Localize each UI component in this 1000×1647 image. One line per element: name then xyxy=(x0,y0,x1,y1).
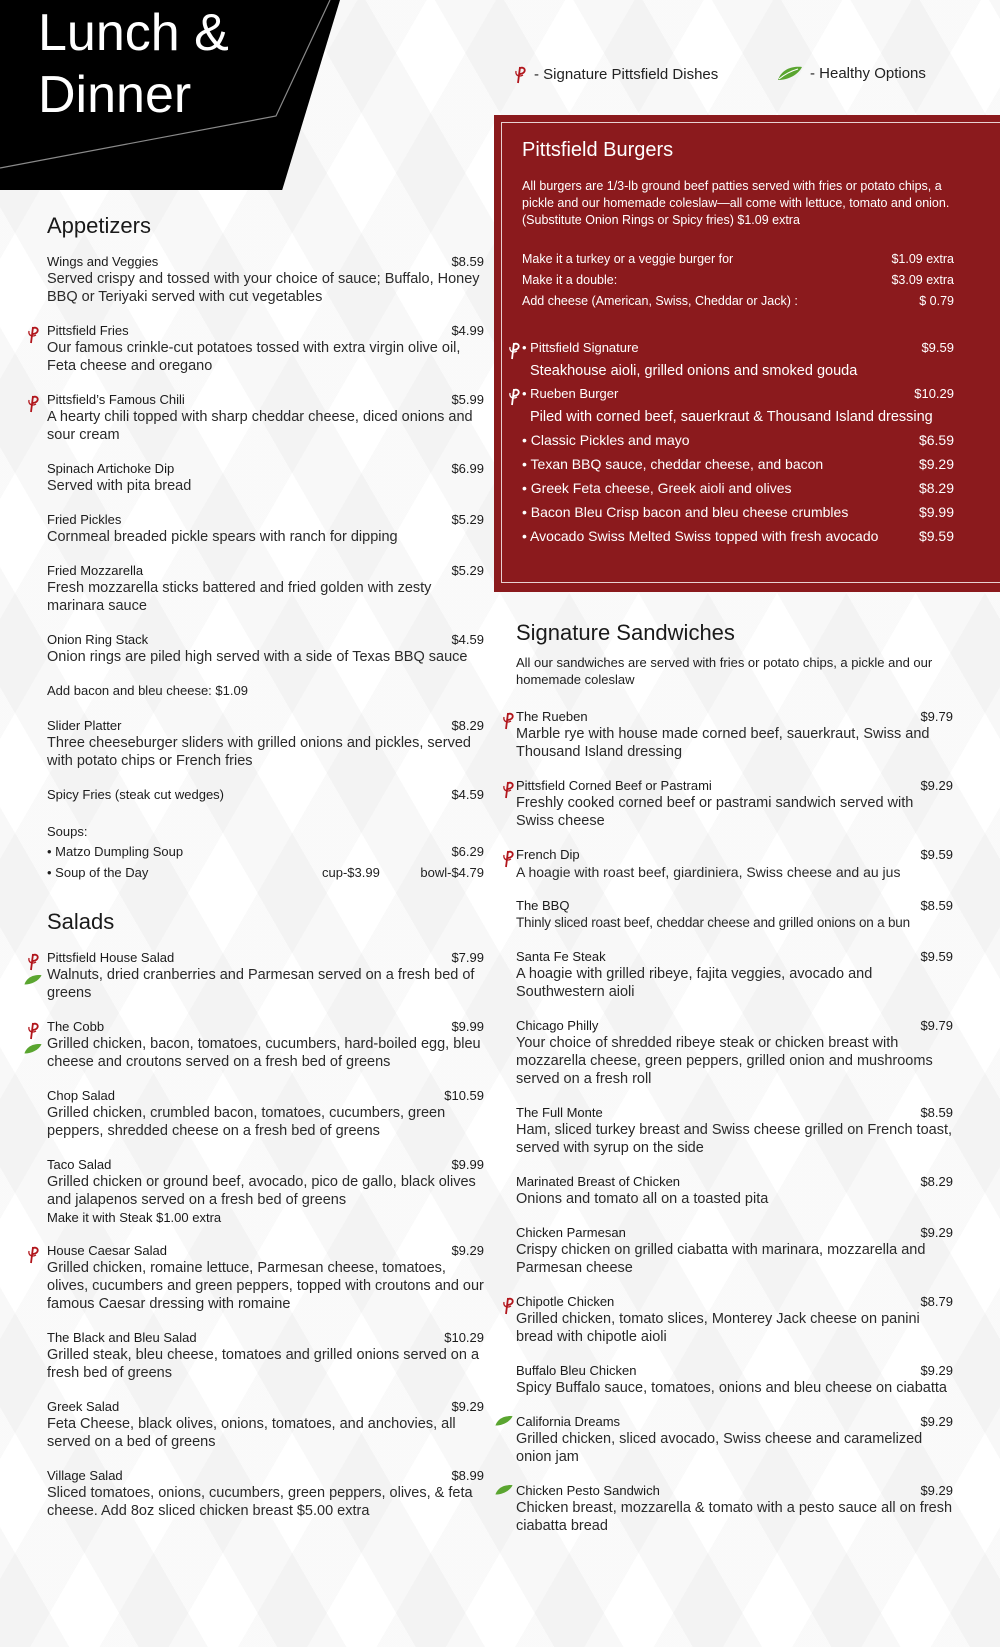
item-description: Sliced tomatoes, onions, cucumbers, green peppers, olives, & feta cheese. Add 8oz sliced chicken breast $5.00 extra xyxy=(47,1485,473,1519)
signature-p-icon xyxy=(27,1020,41,1040)
item-name: Spicy Fries (steak cut wedges) xyxy=(47,787,225,802)
item-name: Pittsfield Corned Beef or Pastrami xyxy=(516,778,712,793)
burger-description: Steakhouse aioli, grilled onions and smoked gouda xyxy=(530,363,858,379)
burger-bullet-price: $6.59 xyxy=(918,432,954,448)
item-name: The Cobb xyxy=(47,1019,105,1034)
item-price: $7.99 xyxy=(451,950,484,965)
right-column xyxy=(516,620,953,1551)
item-price: $9.29 xyxy=(920,1414,953,1429)
menu-item xyxy=(516,1413,953,1466)
menu-item xyxy=(516,708,953,761)
item-price: $8.59 xyxy=(920,1105,953,1120)
burger-bullet xyxy=(522,524,954,548)
item-name: The BBQ xyxy=(516,898,570,913)
signature-p-icon xyxy=(27,324,41,344)
item-description: A hoagie with roast beef, giardiniera, Swiss cheese and au jus xyxy=(516,864,901,880)
burger-bullet xyxy=(522,452,954,476)
burger-bullet-text: • Classic Pickles and mayo xyxy=(522,432,690,448)
item-description: Chicken breast, mozzarella & tomato with a pesto sauce all on fresh ciabatta bread xyxy=(516,1500,953,1534)
item-price: $4.59 xyxy=(451,787,484,802)
menu-item xyxy=(47,322,484,375)
item-description: Served with pita bread xyxy=(47,478,192,494)
item-name: The Full Monte xyxy=(516,1105,603,1120)
burger-price: $9.59 xyxy=(921,340,954,355)
burger-bullet xyxy=(522,428,954,452)
item-description: Grilled chicken, crumbled bacon, tomatoes, cucumbers, green peppers, shredded cheese on a fresh bed of greens xyxy=(47,1105,446,1139)
item-name: Chipotle Chicken xyxy=(516,1294,615,1309)
item-price: $8.79 xyxy=(920,1294,953,1309)
item-name: Spinach Artichoke Dip xyxy=(47,461,175,476)
item-name: Buffalo Bleu Chicken xyxy=(516,1363,637,1378)
menu-item xyxy=(47,391,484,444)
burgers-heading: Pittsfield Burgers xyxy=(522,139,674,161)
burger-name: • Rueben Burger xyxy=(522,386,619,401)
item-description: Onion rings are piled high served with a side of Texas BBQ sauce xyxy=(47,649,468,665)
item-price: $8.29 xyxy=(920,1174,953,1189)
item-name: California Dreams xyxy=(516,1414,621,1429)
item-description: Ham, sliced turkey breast and Swiss cheese grilled on French toast, served with syrup on the side xyxy=(516,1122,953,1156)
item-description: Thinly sliced roast beef, cheddar cheese and grilled onions on a bun xyxy=(516,915,910,930)
item-description: Grilled chicken or ground beef, avocado, pico de gallo, black olives and jalapenos served on a fresh bed of greens xyxy=(47,1174,476,1208)
item-name: Village Salad xyxy=(47,1468,123,1483)
item-price: $5.29 xyxy=(451,563,484,578)
leaf-icon xyxy=(494,1483,514,1496)
menu-item xyxy=(516,1224,953,1277)
burger-options xyxy=(522,249,954,312)
burger-item xyxy=(522,382,954,428)
item-extra: Make it with Steak $1.00 extra xyxy=(47,1210,222,1225)
item-price: $9.79 xyxy=(920,709,953,724)
soup-name: • Soup of the Day xyxy=(47,865,149,880)
item-description: Your choice of shredded ribeye steak or chicken breast with mozzarella cheese, green peppers, grilled onion and mushrooms served on a fresh roll xyxy=(516,1035,933,1087)
option-label: Add cheese (American, Swiss, Cheddar or Jack) : xyxy=(522,294,798,308)
menu-item xyxy=(47,786,484,803)
item-description: Three cheeseburger sliders with grilled onions and pickles, served with potato chips or French fries xyxy=(47,735,471,769)
signature-p-icon xyxy=(502,779,516,799)
item-name: Pittsfield Fries xyxy=(47,323,129,338)
item-name: Chicken Parmesan xyxy=(516,1225,626,1240)
item-name: The Rueben xyxy=(516,709,588,724)
item-price: $9.79 xyxy=(920,1018,953,1033)
page-title: Lunch & Dinner xyxy=(38,4,229,124)
menu-item xyxy=(47,1242,484,1313)
menu-item xyxy=(516,948,953,1001)
item-name: Fried Mozzarella xyxy=(47,563,144,578)
item-description: Grilled chicken, romaine lettuce, Parmesan cheese, tomatoes, olives, cucumbers and green peppers, topped with croutons and our famous Caesar dressing with romaine xyxy=(47,1260,484,1312)
sandwiches-heading: Signature Sandwiches xyxy=(516,620,735,645)
item-name: House Caesar Salad xyxy=(47,1243,167,1258)
menu-item xyxy=(516,777,953,830)
burgers-intro: All burgers are 1/3-lb ground beef patties served with fries or potato chips, a pickle and our homemade coleslaw—all come with lettuce, tomato and onion. (Substitute Onion Rings or Spicy fries) $1.09 extra xyxy=(522,179,950,227)
burger-bullet-price: $8.29 xyxy=(918,480,954,496)
item-price: $8.29 xyxy=(451,718,484,733)
item-name: Marinated Breast of Chicken xyxy=(516,1174,681,1189)
menu-item xyxy=(47,1018,484,1071)
item-description: Feta Cheese, black olives, onions, tomatoes, and anchovies, all served on a bed of greens xyxy=(47,1416,456,1450)
burger-price: $10.29 xyxy=(914,386,954,401)
soup-row xyxy=(47,862,484,883)
burger-bullet-text: • Bacon Bleu Crisp bacon and bleu cheese crumbles xyxy=(522,504,849,520)
soup-row xyxy=(47,841,484,862)
soup-price: $6.29 xyxy=(451,844,484,859)
menu-item xyxy=(516,1173,953,1208)
leaf-icon xyxy=(23,1042,43,1055)
menu-item xyxy=(516,1017,953,1088)
menu-item xyxy=(516,1362,953,1397)
item-price: $9.29 xyxy=(451,1243,484,1258)
burger-bullet-text: • Greek Feta cheese, Greek aioli and olives xyxy=(522,480,792,496)
signature-p-icon xyxy=(514,64,528,84)
soup-name: • Matzo Dumpling Soup xyxy=(47,844,184,859)
item-price: $9.99 xyxy=(451,1019,484,1034)
soups-heading: Soups: xyxy=(47,824,88,839)
item-price: $9.29 xyxy=(920,778,953,793)
soup-price: bowl-$4.79 xyxy=(420,865,484,880)
menu-item xyxy=(47,717,484,770)
menu-item xyxy=(47,1467,484,1520)
item-name: Slider Platter xyxy=(47,718,122,733)
burger-option xyxy=(522,270,954,291)
burger-description: Piled with corned beef, sauerkraut & Thousand Island dressing xyxy=(530,409,933,425)
signature-p-icon xyxy=(27,1244,41,1264)
menu-item xyxy=(516,846,953,881)
item-name: Santa Fe Steak xyxy=(516,949,606,964)
menu-item xyxy=(47,511,484,546)
option-price: $ 0.79 xyxy=(919,294,954,308)
leaf-icon xyxy=(23,973,43,986)
sandwiches-intro: All our sandwiches are served with fries or potato chips, a pickle and our homemade coleslaw xyxy=(516,655,933,687)
legend-healthy-label: - Healthy Options xyxy=(810,64,926,82)
burger-bullet xyxy=(522,476,954,500)
item-price: $9.59 xyxy=(920,847,953,862)
item-price: $9.59 xyxy=(920,949,953,964)
item-price: $8.59 xyxy=(451,254,484,269)
item-description: Cornmeal breaded pickle spears with ranch for dipping xyxy=(47,529,398,545)
leaf-icon xyxy=(776,64,804,82)
burger-name: • Pittsfield Signature xyxy=(522,340,639,355)
leaf-icon xyxy=(494,1414,514,1427)
burger-bullet-text: • Avocado Swiss Melted Swiss topped with fresh avocado xyxy=(522,528,879,544)
item-description: Spicy Buffalo sauce, tomatoes, onions and bleu cheese on ciabatta xyxy=(516,1380,947,1396)
menu-item xyxy=(516,1104,953,1157)
item-description: Marble rye with house made corned beef, sauerkraut, Swiss and Thousand Island dressing xyxy=(516,726,930,760)
burgers-panel xyxy=(494,115,1000,592)
menu-item xyxy=(516,1293,953,1346)
item-name: French Dip xyxy=(516,847,580,862)
signature-p-icon xyxy=(508,386,522,406)
item-description: Walnuts, dried cranberries and Parmesan served on a fresh bed of greens xyxy=(47,967,475,1001)
burger-option xyxy=(522,291,954,312)
option-label: Make it a turkey or a veggie burger for xyxy=(522,252,734,266)
menu-item xyxy=(47,460,484,495)
item-price: $6.99 xyxy=(451,461,484,476)
item-name: Pittsfield House Salad xyxy=(47,950,175,965)
burger-bullet-price: $9.99 xyxy=(918,504,954,520)
item-name: Chicago Philly xyxy=(516,1018,599,1033)
signature-p-icon xyxy=(27,393,41,413)
item-price: $5.99 xyxy=(451,392,484,407)
soups-block xyxy=(47,823,484,883)
salads-heading: Salads xyxy=(47,909,115,934)
menu-item xyxy=(516,897,953,932)
item-description: Grilled chicken, bacon, tomatoes, cucumbers, hard-boiled egg, bleu cheese and croutons served on a fresh bed of greens xyxy=(47,1036,481,1070)
item-price: $9.29 xyxy=(451,1399,484,1414)
burger-bullet-price: $9.59 xyxy=(918,528,954,544)
soup-cup-price xyxy=(322,841,400,862)
item-price: $9.29 xyxy=(920,1225,953,1240)
legend-signature xyxy=(514,64,718,84)
item-price: $8.99 xyxy=(451,1468,484,1483)
menu-item xyxy=(47,1087,484,1140)
item-name: Taco Salad xyxy=(47,1157,112,1172)
burgers-panel-border xyxy=(501,122,1000,583)
burger-item xyxy=(522,336,954,382)
item-name: The Black and Bleu Salad xyxy=(47,1330,197,1345)
signature-p-icon xyxy=(502,710,516,730)
item-description: Fresh mozzarella sticks battered and fried golden with zesty marinara sauce xyxy=(47,580,432,614)
item-name: Onion Ring Stack xyxy=(47,632,149,647)
item-description: Onions and tomato all on a toasted pita xyxy=(516,1191,769,1207)
item-name: Chicken Pesto Sandwich xyxy=(516,1483,660,1498)
burger-bullet xyxy=(522,500,954,524)
menu-item xyxy=(47,1398,484,1451)
menu-item xyxy=(47,1329,484,1382)
option-price: $1.09 extra xyxy=(891,252,954,266)
burger-bullet-text: • Texan BBQ sauce, cheddar cheese, and bacon xyxy=(522,456,824,472)
item-description: Grilled steak, bleu cheese, tomatoes and grilled onions served on a fresh bed of greens xyxy=(47,1347,480,1381)
item-name: Chop Salad xyxy=(47,1088,115,1103)
item-price: $4.59 xyxy=(451,632,484,647)
soup-cup-price: cup-$3.99 xyxy=(322,865,380,880)
item-price: $9.99 xyxy=(451,1157,484,1172)
item-description: Served crispy and tossed with your choice of sauce; Buffalo, Honey BBQ or Teriyaki served with cut vegetables xyxy=(47,271,480,305)
item-description: Freshly cooked corned beef or pastrami sandwich served with Swiss cheese xyxy=(516,795,914,829)
item-description: Crispy chicken on grilled ciabatta with marinara, mozzarella and Parmesan cheese xyxy=(516,1242,926,1276)
item-description: Our famous crinkle-cut potatoes tossed with extra virgin olive oil, Feta cheese and oregano xyxy=(47,340,461,374)
item-name: Greek Salad xyxy=(47,1399,120,1414)
signature-p-icon xyxy=(508,340,522,360)
item-description: A hearty chili topped with sharp cheddar cheese, diced onions and sour cream xyxy=(47,409,473,443)
appetizers-heading: Appetizers xyxy=(47,213,151,238)
signature-p-icon xyxy=(502,848,516,868)
menu-item xyxy=(516,1482,953,1535)
item-price: $10.59 xyxy=(444,1088,484,1103)
signature-p-icon xyxy=(502,1295,516,1315)
item-name: Wings and Veggies xyxy=(47,254,159,269)
item-price: $4.99 xyxy=(451,323,484,338)
item-price: $9.29 xyxy=(920,1363,953,1378)
item-price: $5.29 xyxy=(451,512,484,527)
item-description: Grilled chicken, sliced avocado, Swiss cheese and caramelized onion jam xyxy=(516,1431,923,1465)
legend-signature-label: - Signature Pittsfield Dishes xyxy=(534,65,719,83)
item-price: $8.59 xyxy=(920,898,953,913)
item-name: Fried Pickles xyxy=(47,512,122,527)
item-description: Grilled chicken, tomato slices, Monterey Jack cheese on panini bread with chipotle aioli xyxy=(516,1311,920,1345)
legend-healthy xyxy=(776,64,926,82)
option-price: $3.09 extra xyxy=(891,273,954,287)
item-price: $10.29 xyxy=(444,1330,484,1345)
menu-item xyxy=(47,562,484,615)
menu-item xyxy=(47,1156,484,1226)
signature-p-icon xyxy=(27,951,41,971)
item-price: $9.29 xyxy=(920,1483,953,1498)
item-description: A hoagie with grilled ribeye, fajita veggies, avocado and Southwestern aioli xyxy=(516,966,873,1000)
burger-option xyxy=(522,249,954,270)
appetizer-addon: Add bacon and bleu cheese: $1.09 xyxy=(47,683,248,698)
option-label: Make it a double: xyxy=(522,273,618,287)
menu-item xyxy=(47,253,484,306)
left-column xyxy=(47,213,484,1536)
menu-item xyxy=(47,631,484,666)
burger-bullet-price: $9.29 xyxy=(918,456,954,472)
menu-item xyxy=(47,949,484,1002)
item-name: Pittsfield’s Famous Chili xyxy=(47,392,185,407)
